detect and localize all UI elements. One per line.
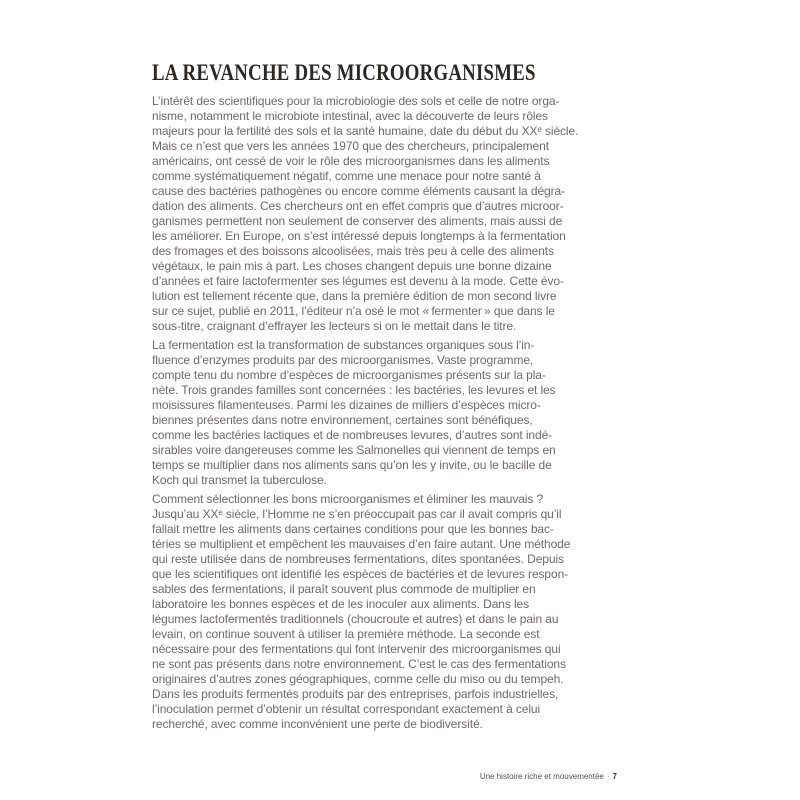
text-line: ganismes permettent non seulement de conserver des aliments, mais aussi de bbox=[152, 214, 563, 228]
paragraph bbox=[152, 94, 622, 334]
article-body bbox=[152, 94, 622, 736]
page-footer bbox=[480, 772, 617, 782]
text-line: originaires d’autres zones géographiques, comme celle du miso ou du tempeh. bbox=[152, 672, 564, 686]
text-line: dation des aliments. Ces chercheurs ont en effet compris que d’autres microor- bbox=[152, 199, 564, 213]
text-line: compte tenu du nombre d’espèces de microorganismes présents sur la pla- bbox=[152, 368, 546, 382]
text-line: nète. Trois grandes familles sont concernées : les bactéries, les levures et les bbox=[152, 383, 556, 397]
text-line: levain, on continue souvent à utiliser la première méthode. La seconde est bbox=[152, 627, 540, 641]
text-line: Comment sélectionner les bons microorganismes et éliminer les mauvais ? bbox=[152, 492, 544, 506]
text-line: L’intérêt des scientifiques pour la microbiologie des sols et celle de notre orga- bbox=[152, 94, 560, 108]
text-line: Jusqu’au XXᵉ siècle, l’Homme ne s’en préoccupait pas car il avait compris qu’il bbox=[152, 507, 562, 521]
text-line: sur ce sujet, publié en 2011, l’éditeur n’a osé le mot « fermenter » que dans le bbox=[152, 304, 555, 318]
text-line: d’années et faire lactofermenter ses légumes est devenu à la mode. Cette évo- bbox=[152, 274, 564, 288]
paragraph bbox=[152, 338, 622, 488]
chapter-title: LA REVANCHE DES MICROORGANISMES bbox=[152, 60, 536, 86]
running-head: Une histoire riche et mouvementée bbox=[479, 772, 604, 781]
text-line: nisme, notamment le microbiote intestinal, avec la découverte de leurs rôles bbox=[152, 109, 548, 123]
text-line: nécessaire pour des fermentations qui font intervenir des microorganismes qui bbox=[152, 642, 561, 656]
text-line: qui reste utilisée dans de nombreuses fermentations, dites spontanées. Depuis bbox=[152, 552, 564, 566]
text-line: La fermentation est la transformation de substances organiques sous l’in- bbox=[152, 338, 535, 352]
text-line: comme systématiquement négatif, comme une menace pour notre santé à bbox=[152, 169, 541, 183]
text-line: sirables voire dangereuses comme les Salmonelles qui viennent de temps en bbox=[152, 443, 556, 457]
text-line: majeurs pour la fertilité des sols et la santé humaine, date du début du XXᵉ siècle. bbox=[152, 124, 579, 138]
text-line: téries se multiplient et empêchent les mauvaises d’en faire autant. Une méthode bbox=[152, 537, 571, 551]
text-line: l’inoculation permet d’obtenir un résultat correspondant exactement à celui bbox=[152, 702, 541, 716]
text-line: les améliorer. En Europe, on s’est intéressé depuis longtemps à la fermentation bbox=[152, 229, 566, 243]
text-line: végétaux, le pain mis à part. Les choses changent depuis une bonne dizaine bbox=[152, 259, 552, 273]
text-line: Mais ce n’est que vers les années 1970 que des chercheurs, principalement bbox=[152, 139, 549, 153]
text-line: cause des bactéries pathogènes ou encore comme éléments causant la dégra- bbox=[152, 184, 565, 198]
text-line: comme les bactéries lactiques et de nombreuses levures, d’autres sont indé- bbox=[152, 428, 553, 442]
text-line: fluence d’enzymes produits par des microorganismes. Vaste programme, bbox=[152, 353, 534, 367]
text-line: des fromages et des boissons alcoolisées, mais très peu à celle des aliments bbox=[152, 244, 554, 258]
text-line: ne sont pas présents dans notre environnement. C’est le cas des fermentations bbox=[152, 657, 566, 671]
text-line: moisissures filamenteuses. Parmi les dizaines de milliers d’espèces micro- bbox=[152, 398, 541, 412]
text-line: que les scientifiques ont identifié les espèces de bactéries et de levures respon- bbox=[152, 567, 569, 581]
text-line: biennes présentes dans notre environnement, certaines sont bénéfiques, bbox=[152, 413, 533, 427]
footer-separator: · bbox=[606, 772, 610, 781]
text-line: lution est tellement récente que, dans la première édition de mon second livre bbox=[152, 289, 557, 303]
text-line: Dans les produits fermentés produits par des entreprises, parfois industrielles, bbox=[152, 687, 559, 701]
page-number: 7 bbox=[612, 772, 617, 781]
paragraph bbox=[152, 492, 622, 732]
text-line: sous-titre, craignant d’effrayer les lecteurs si on le mettait dans le titre. bbox=[152, 319, 517, 333]
text-line: légumes lactofermentés traditionnels (choucroute et autres) et dans le pain au bbox=[152, 612, 559, 626]
text-line: laboratoire les bonnes espèces et de les inoculer aux aliments. Dans les bbox=[152, 597, 530, 611]
text-line: fallait mettre les aliments dans certaines conditions pour que les bonnes bac- bbox=[152, 522, 554, 536]
text-line: américains, ont cessé de voir le rôle des microorganismes dans les aliments bbox=[152, 154, 550, 168]
text-line: temps se multiplier dans nos aliments sans qu’on les y invite, ou le bacille de bbox=[152, 458, 552, 472]
text-line: sables des fermentations, il paraît souvent plus commode de multiplier en bbox=[152, 582, 536, 596]
text-line: Koch qui transmet la tuberculose. bbox=[152, 473, 327, 487]
text-line: recherché, avec comme inconvénient une perte de biodiversité. bbox=[152, 717, 483, 731]
